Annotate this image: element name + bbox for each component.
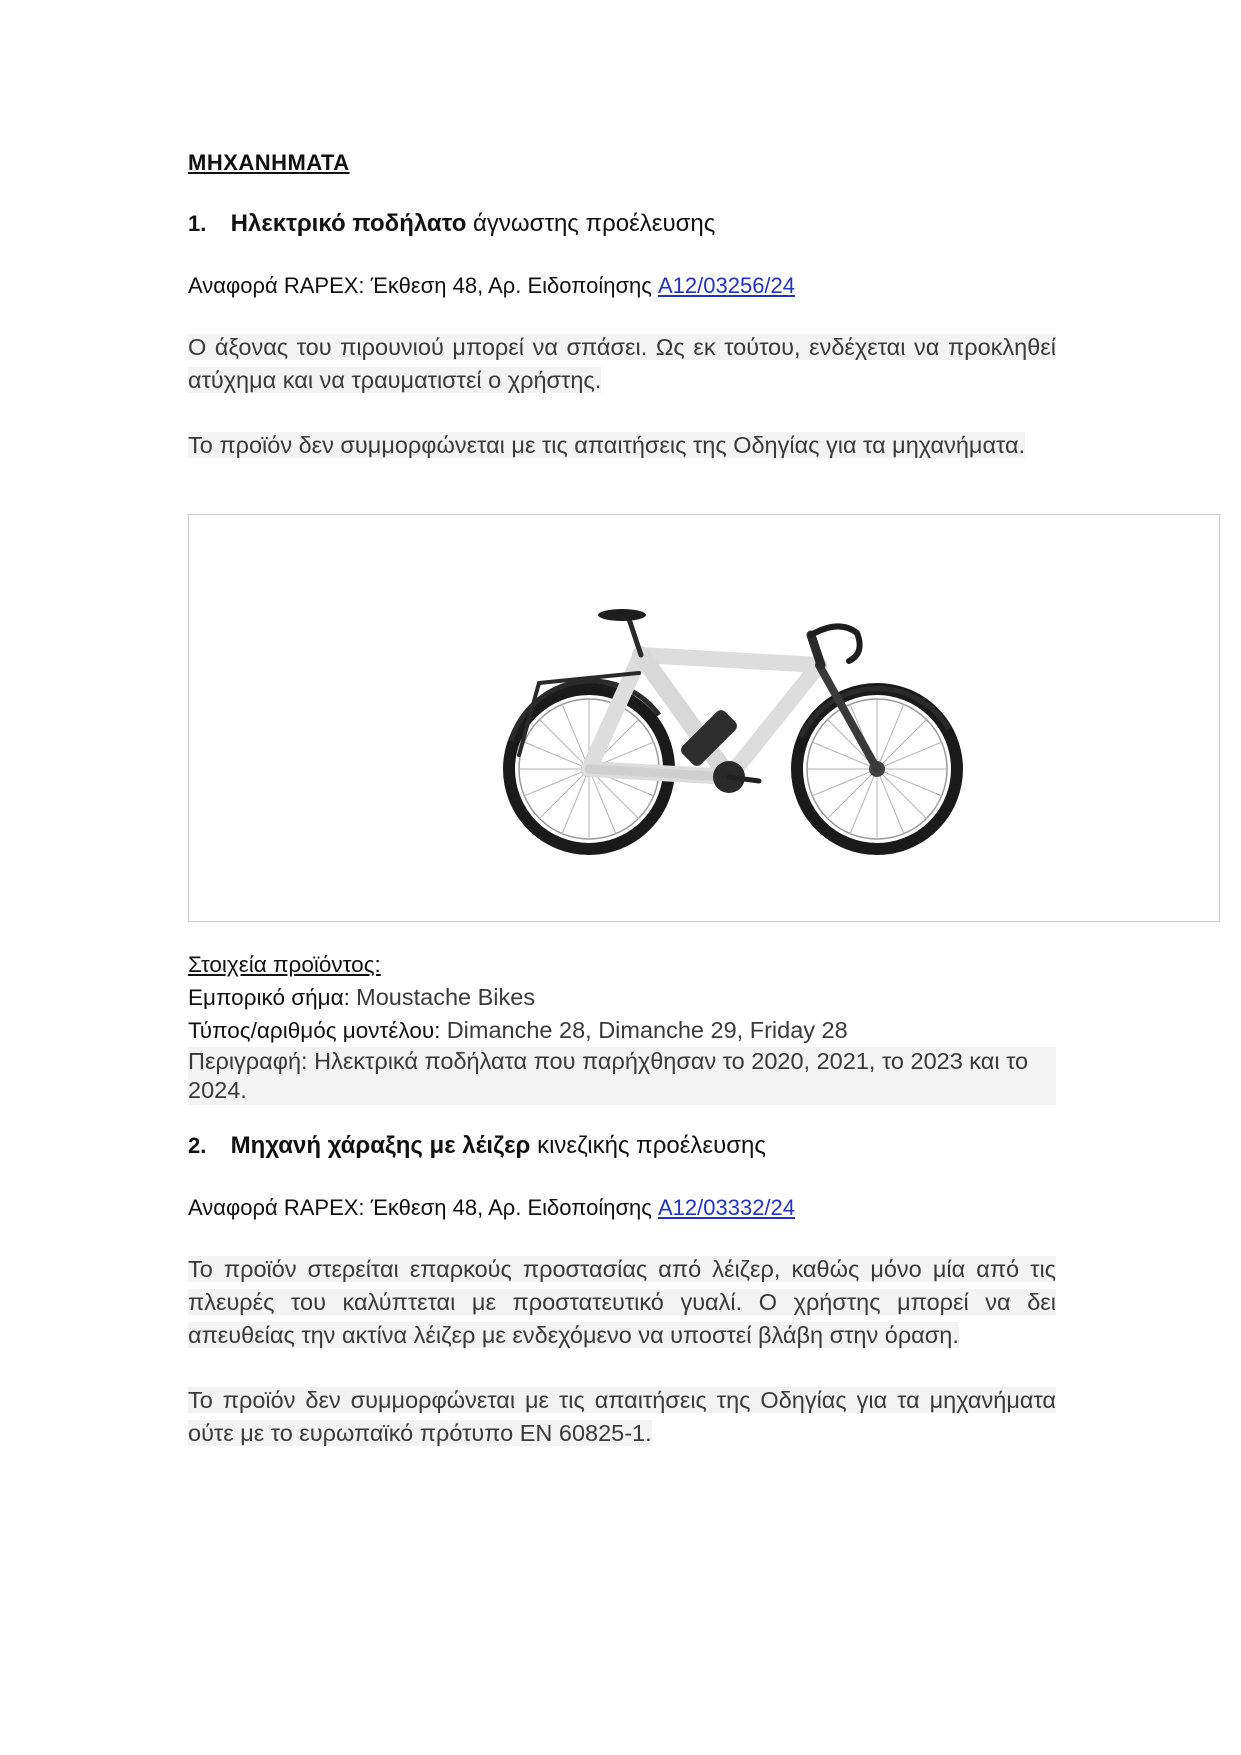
item-2-title (188, 1132, 766, 1160)
model-value: Dimanche 28, Dimanche 29, Friday 28 (446, 1017, 848, 1043)
item-1-rapex-link[interactable]: A12/03256/24 (658, 273, 796, 298)
item-1-title-bold: Ηλεκτρικό ποδήλατο (230, 210, 467, 237)
item-2-rapex-line (188, 1195, 795, 1221)
bicycle-icon (189, 515, 1219, 921)
item-1-title-rest: άγνωστης προέλευσης (473, 210, 716, 237)
item-2-number: 2. (188, 1133, 207, 1158)
description-row (188, 1047, 1056, 1105)
item-1-rapex-prefix: Αναφορά RAPEX: Έκθεση 48, Αρ. Ειδοποίησης (188, 273, 652, 298)
description-label: Περιγραφή: (188, 1048, 308, 1074)
item-1-title (188, 210, 715, 238)
item-1-risk-text (188, 331, 1056, 397)
item-2-compliance-text-content: Το προϊόν δεν συμμορφώνεται με τις απαιτήσεις της Οδηγίας για τα μηχανήματα ούτε με το ευρωπαϊκό πρότυπο EN 60825-1. (188, 1387, 1056, 1446)
details-heading (188, 948, 1056, 981)
item-2-compliance-text (188, 1384, 1056, 1450)
item-1-number: 1. (188, 211, 207, 236)
item-2-rapex-prefix: Αναφορά RAPEX: Έκθεση 48, Αρ. Ειδοποίησης (188, 1195, 652, 1220)
details-heading-text: Στοιχεία προϊόντος: (188, 952, 381, 977)
item-1-risk-text-content: Ο άξονας του πιρουνιού μπορεί να σπάσει. Ως εκ τούτου, ενδέχεται να προκληθεί ατύχημα και να τραυματιστεί ο χρήστης. (188, 334, 1056, 393)
item-2-rapex-link[interactable]: A12/03332/24 (658, 1195, 796, 1220)
model-row (188, 1014, 1056, 1047)
description-value: Ηλεκτρικά ποδήλατα που παρήχθησαν το 2020, 2021, το 2023 και το 2024. (188, 1048, 1029, 1103)
brand-label: Εμπορικό σήμα: (188, 985, 350, 1010)
item-2-title-bold: Μηχανή χάραξης με λέιζερ (230, 1132, 531, 1159)
brand-value: Moustache Bikes (356, 984, 536, 1010)
item-1-compliance-text-content: Το προϊόν δεν συμμορφώνεται με τις απαιτήσεις της Οδηγίας για τα μηχανήματα. (188, 432, 1026, 458)
item-2-risk-text-content: Το προϊόν στερείται επαρκούς προστασίας από λέιζερ, καθώς μόνο μία από τις πλευρές του καλύπτεται με προστατευτικό γυαλί. Ο χρήστης μπορεί να δει απευθείας την ακτίνα λέιζερ με ενδεχόμενο να υποστεί βλάβη στην όραση. (188, 1256, 1056, 1348)
section-heading: ΜΗΧΑΝΗΜΑΤΑ (188, 150, 350, 175)
product-details (188, 948, 1056, 1105)
model-label: Τύπος/αριθμός μοντέλου: (188, 1018, 441, 1043)
brand-row (188, 981, 1056, 1014)
item-2-title-rest: κινεζικής προέλευσης (537, 1132, 766, 1159)
item-1-rapex-line (188, 273, 795, 299)
item-1-compliance-text (188, 429, 1056, 462)
item-2-risk-text (188, 1253, 1056, 1352)
product-image-frame (188, 514, 1220, 922)
